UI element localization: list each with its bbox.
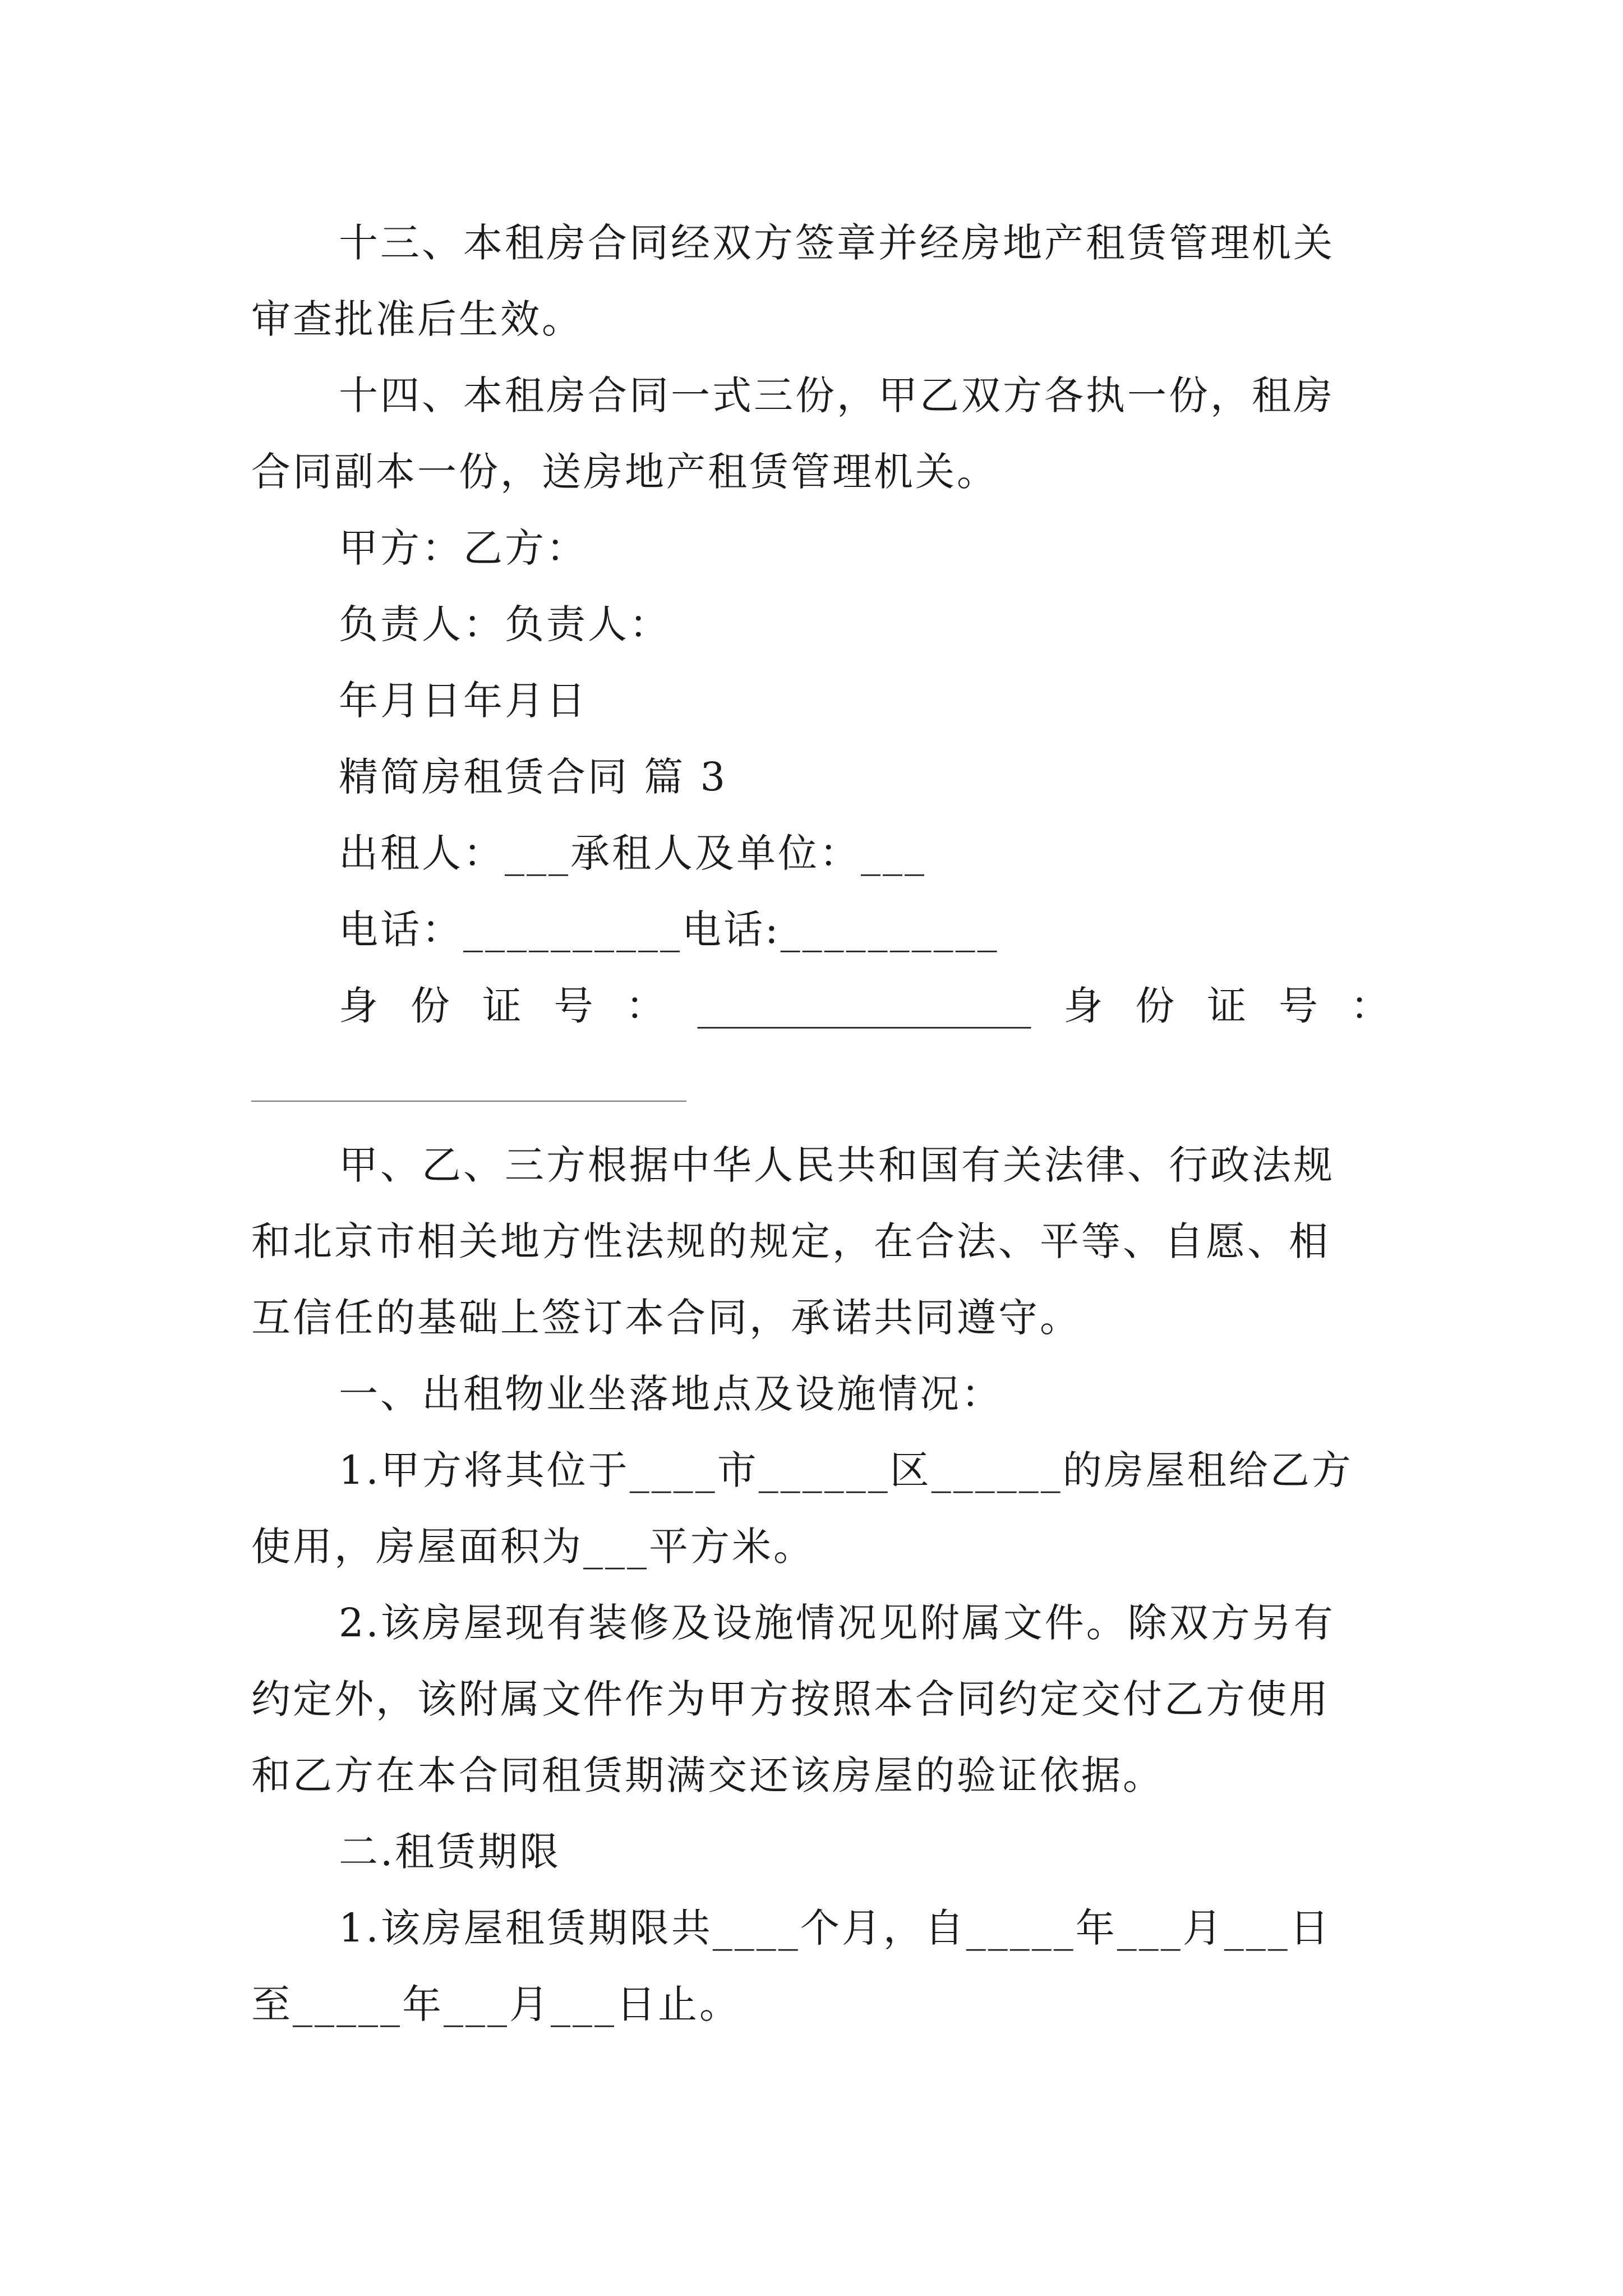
section-heading: 精简房租赁合同 篇 3 — [339, 754, 728, 800]
clause-13-line-1: 十三、本租房合同经双方签章并经房地产租赁管理机关 — [339, 220, 1335, 266]
article-1-heading: 一、出租物业坐落地点及设施情况： — [339, 1371, 1003, 1417]
lessor-lessee-line: 出租人：___承租人及单位：___ — [339, 830, 926, 876]
phone-line: 电话：__________电话:__________ — [339, 907, 999, 953]
clause-14-line-1: 十四、本租房合同一式三份，甲乙双方各执一份，租房 — [339, 372, 1335, 418]
article-2-item-1-line-1: 1.该房屋租赁期限共____个月，自_____年___月___日 — [339, 1905, 1331, 1951]
article-1-item-2-line-2: 约定外，该附属文件作为甲方按照本合同约定交付乙方使用 — [251, 1676, 1330, 1722]
preamble-line-3: 互信任的基础上签订本合同，承诺共同遵守。 — [251, 1295, 1081, 1341]
id-number-blank-rule — [251, 1101, 686, 1102]
preamble-line-2: 和北京市相关地方性法规的规定，在合法、平等、自愿、相 — [251, 1218, 1330, 1264]
article-1-item-1-line-1: 1.甲方将其位于____市______区______的房屋租给乙方 — [339, 1447, 1353, 1493]
article-2-item-1-line-2: 至_____年___月___日止。 — [251, 1981, 741, 2027]
signature-parties: 甲方：乙方： — [339, 525, 588, 571]
article-1-item-2-line-3: 和乙方在本合同租赁期满交还该房屋的验证依据。 — [251, 1752, 1164, 1798]
signature-date: 年月日年月日 — [339, 678, 588, 724]
clause-14-line-2: 合同副本一份，送房地产租赁管理机关。 — [251, 449, 998, 495]
article-1-item-2-line-1: 2.该房屋现有装修及设施情况见附属文件。除双方另有 — [339, 1600, 1335, 1646]
preamble-line-1: 甲、乙、三方根据中华人民共和国有关法律、行政法规 — [339, 1142, 1335, 1188]
article-2-heading: 二.租赁期限 — [339, 1829, 561, 1875]
signature-responsible: 负责人：负责人： — [339, 601, 671, 647]
id-number-line: 身 份 证 号 ： _________________ 身 份 证 号 ： — [339, 983, 1390, 1029]
clause-13-line-2: 审查批准后生效。 — [251, 296, 583, 342]
article-1-item-1-line-2: 使用，房屋面积为___平方米。 — [251, 1524, 815, 1570]
